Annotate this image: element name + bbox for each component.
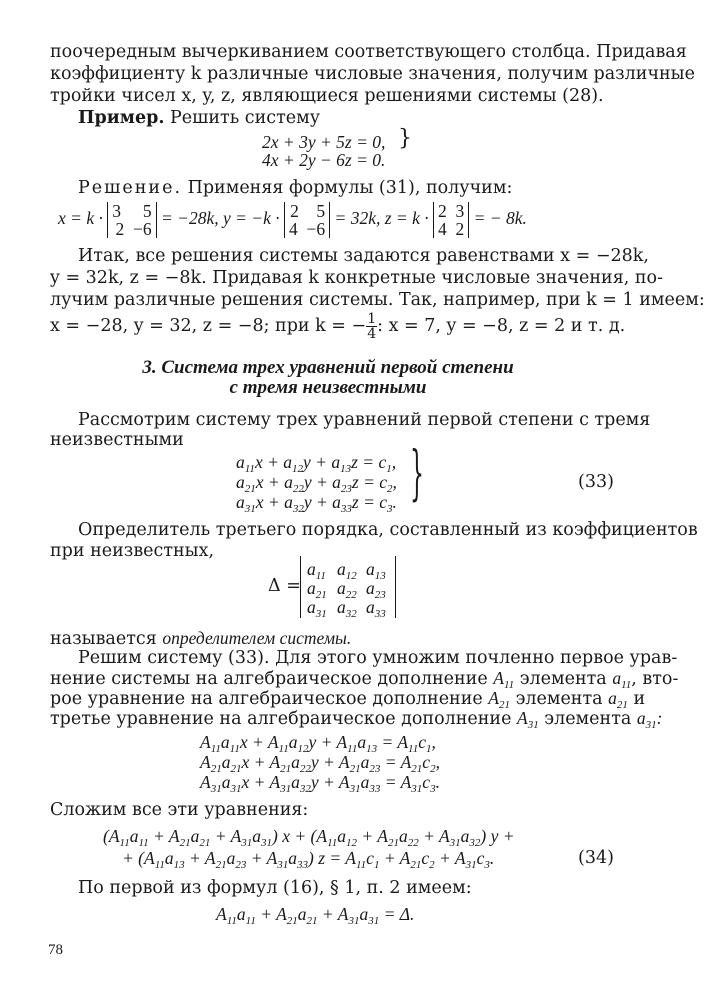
system-33-brace: } <box>410 441 424 510</box>
paragraph-2-line-4a: x = −28, y = 32, z = −8; при k = − <box>50 316 367 336</box>
example-label: Пример. <box>78 108 165 128</box>
det-x-result: = −28k, <box>160 208 219 229</box>
equation-34-number: (34) <box>578 848 614 868</box>
paragraph-5 <box>50 628 606 649</box>
solution-text: Применяя формулы (31), получим: <box>182 178 513 198</box>
system-33-equation-1: $a_{11}x + a_{12}y + a_{13}z = c_1$, <box>236 452 397 475</box>
multiplied-equation-1: $A_{11}a_{11}x + A_{11}a_{12}y + A_{11}a_{13} = A_{11}c_1$, <box>200 732 436 755</box>
paragraph-6-line-3: рое уравнение на алгебраическое дополнение $A_{21}$ элемента $a_{21}$ и <box>50 688 646 711</box>
fraction-one-quarter <box>366 312 377 341</box>
paragraph-5-italic-term: определителем системы. <box>162 628 352 648</box>
p6-l2c: , вто- <box>631 669 679 689</box>
section-heading-line-1: 3. Система трех уравнений первой степени <box>142 357 514 378</box>
paragraph-3-line-1: Рассмотрим систему трех уравнений первой степени с тремя <box>78 410 651 430</box>
final-identity: $A_{11}a_{11} + A_{21}a_{21} + A_{31}a_{31} = \Delta$. <box>216 904 415 927</box>
paragraph-2-line-3: лучим различные решения системы. Так, например, при k = 1 имеем: <box>50 290 705 310</box>
paragraph-6-line-4: третье уравнение на алгебраическое дополнение $A_{31}$ элемента $a_{31}$: <box>50 708 663 731</box>
equation-34-line-2: + $(A_{11}a_{13} + A_{21}a_{23} + A_{31}a_{33}) z = A_{11}c_1 + A_{21}c_2 + A_{31}c_3$. <box>122 848 495 871</box>
paragraph-5-text: называется <box>50 629 163 649</box>
paragraph-2-line-4b: : x = 7, y = −8, z = 2 и т. д. <box>377 316 626 336</box>
system-1-equation-1: 2x + 3y + 5z = 0, <box>262 132 386 152</box>
multiplied-equation-3: $A_{31}a_{31}x + A_{31}a_{32}y + A_{31}a_{33} = A_{31}c_3$. <box>200 772 440 795</box>
paragraph-4-line-1: Определитель третьего порядка, составленный из коэффициентов <box>78 520 698 540</box>
system-determinant: $a_{11}$ $a_{12}$ $a_{13}$ $a_{21}$ $a_{22}$ $a_{23}$ $a_{31}$ $a_{32}$ $a_{33}$ <box>300 556 396 618</box>
det-x: 3 5 2 −6 <box>107 202 156 238</box>
fraction-numerator: 1 <box>367 311 377 327</box>
system-1-brace: } <box>398 126 412 151</box>
paragraph-7: Сложим все эти уравнения: <box>50 800 309 820</box>
fraction-denominator: 4 <box>367 326 377 342</box>
solution-label: Решение. <box>78 178 183 198</box>
det-y-result: = 32k, <box>334 208 381 229</box>
equation-34-line-1: $(A_{11}a_{11} + A_{21}a_{21} + A_{31}a_{31}) x + (A_{11}a_{12} + A_{21}a_{22} + A_{31}a_{32}) y$ + <box>103 826 515 849</box>
section-heading-line-2: с тремя неизвестными <box>229 377 427 398</box>
p6-l2a: нение системы на алгебраическое дополнение <box>50 669 494 689</box>
paragraph-2-line-2: y = 32k, z = −8k. Придавая k конкретные числовые значения, по- <box>50 268 663 288</box>
example-text: Решить систему <box>164 108 321 128</box>
paragraph-1-line-2: коэффициенту k различные числовые значения, получим различные <box>50 64 695 84</box>
system-1-equation-2: 4x + 2y − 6z = 0. <box>262 150 386 170</box>
p6-l2b: элемента <box>514 669 613 689</box>
page-number: 78 <box>48 942 63 958</box>
paragraph-8: По первой из формул (16), § 1, п. 2 имеем: <box>78 878 472 898</box>
det-z: 2 3 4 2 <box>433 202 469 238</box>
equation-33-number: (33) <box>578 472 614 492</box>
paragraph-3-line-2: неизвестными <box>50 430 184 450</box>
system-33-equation-3: $a_{31}x + a_{32}y + a_{33}z = c_3$. <box>236 492 397 515</box>
p6-l4b: элемента <box>538 709 637 729</box>
multiplied-equation-2: $A_{21}a_{21}x + A_{21}a_{22}y + A_{21}a_{23} = A_{21}c_2$, <box>200 752 440 775</box>
det-z-result: = − 8k. <box>473 208 527 229</box>
paragraph-6-line-1: Решим систему (33). Для этого умножим почленно первое урав- <box>78 648 678 668</box>
p6-l4a: третье уравнение на алгебраическое дополнение <box>50 709 518 729</box>
p6-l3b: элемента <box>510 689 609 709</box>
paragraph-6-line-2: нение системы на алгебраическое дополнение $A_{11}$ элемента $a_{11}$, вто- <box>50 668 679 691</box>
paragraph-4-line-2: при неизвестных, <box>50 541 215 561</box>
paragraph-1-line-1: поочередным вычеркиванием соответствующего столбца. Придавая <box>50 42 687 62</box>
solution-line <box>50 178 606 198</box>
example-line <box>50 108 606 128</box>
delta-symbol: Δ = <box>268 576 301 596</box>
det-y: 2 5 4 −6 <box>284 202 330 238</box>
paragraph-2-line-1: Итак, все решения системы задаются равенствами x = −28k, <box>78 246 649 266</box>
system-33-equation-2: $a_{21}x + a_{22}y + a_{23}z = c_2$, <box>236 472 397 495</box>
paragraph-1-line-3: тройки чисел x, y, z, являющиеся решениями системы (28). <box>50 86 604 106</box>
p6-l3a: рое уравнение на алгебраическое дополнение <box>50 689 489 709</box>
determinant-formulas: x = k · 3 5 2 −6 = −28k, y = −k · 2 5 4 −6 = 32k, z = k · 2 3 4 2 = − 8k. <box>58 201 527 239</box>
paragraph-2-line-4 <box>50 311 626 342</box>
